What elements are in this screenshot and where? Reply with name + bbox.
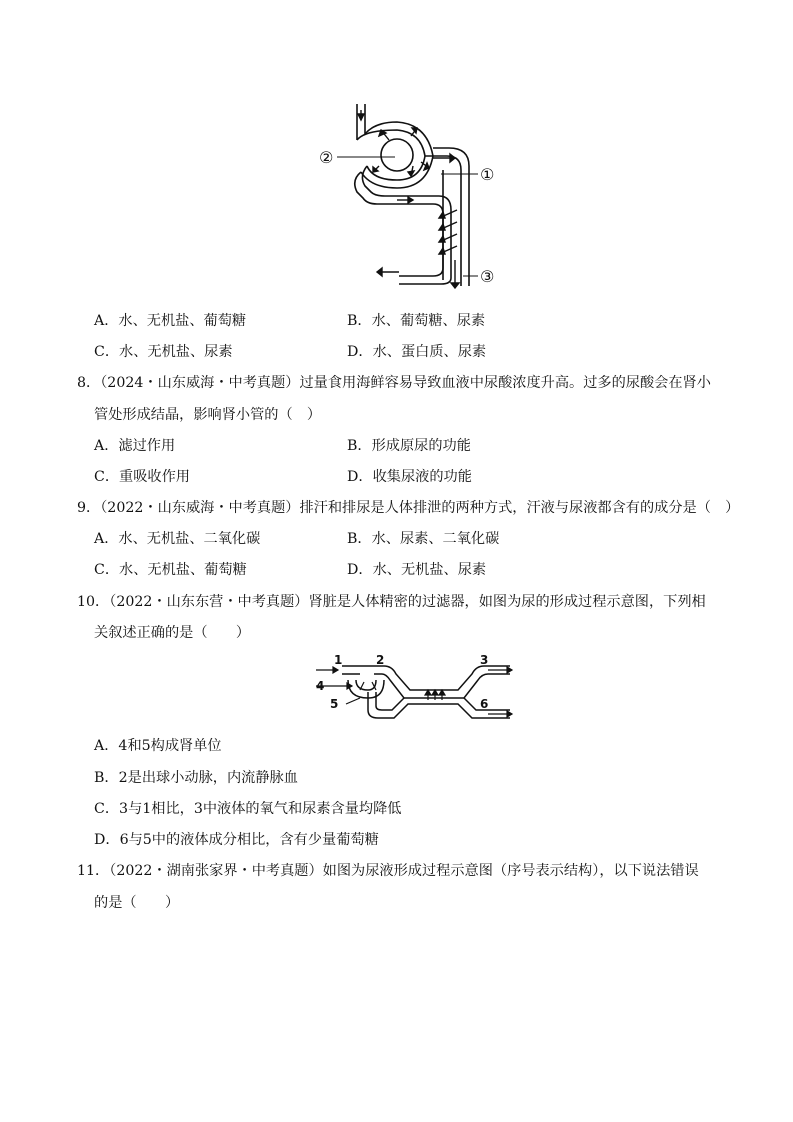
- q8-option-a: A．滤过作用: [94, 438, 176, 454]
- q10-option-c: C．3与1相比，3中液体的氧气和尿素含量均降低: [94, 801, 402, 817]
- q9-option-c: C．水、无机盐、葡萄糖: [94, 562, 247, 578]
- label-3: ③: [480, 267, 495, 286]
- q10-option-a: A．4和5构成肾单位: [94, 738, 222, 754]
- q11-stem-line1: 11．（2022・湖南张家界・中考真题）如图为尿液形成过程示意图（序号表示结构），以下说法错误: [77, 863, 699, 879]
- label-1: ①: [480, 165, 495, 184]
- fig2-label-6: 6: [480, 697, 489, 711]
- label-2: ②: [319, 148, 334, 167]
- q7-option-a: A．水、无机盐、葡萄糖: [94, 313, 247, 329]
- capsule: [348, 680, 384, 698]
- fig2-label-4: 4: [316, 679, 325, 693]
- glomerulus: [381, 139, 413, 171]
- q9-option-d: D．水、无机盐、尿素: [347, 562, 487, 578]
- q7-option-b: B．水、葡萄糖、尿素: [347, 313, 486, 329]
- q9-option-b: B．水、尿素、二氧化碳: [347, 531, 500, 547]
- urine-formation-diagram: [312, 652, 522, 724]
- tube-upper-outer: [342, 666, 510, 690]
- q10-stem-line1: 10．（2022・山东东营・中考真题）肾脏是人体精密的过滤器，如图为尿的形成过程示意图，下列相: [77, 594, 706, 610]
- fig2-label-1: 1: [334, 653, 343, 667]
- q10-option-b: B．2是出球小动脉，内流静脉血: [94, 770, 298, 786]
- q7-option-c: C．水、无机盐、尿素: [94, 344, 233, 360]
- q8-stem-line2: 管处形成结晶，影响肾小管的（ ）: [94, 407, 322, 423]
- q8-stem-line1: 8．（2024・山东威海・中考真题）过量食用海鲜容易导致血液中尿酸浓度升高。过多的尿酸会在肾小: [77, 375, 711, 391]
- fig2-label-5: 5: [330, 697, 339, 711]
- q10-option-d: D．6与5中的液体成分相比，含有少量葡萄糖: [94, 832, 379, 848]
- q8-option-b: B．形成原尿的功能: [347, 438, 471, 454]
- q9-stem-line1: 9．（2022・山东威海・中考真题）排汗和排尿是人体排泄的两种方式，汗液与尿液都含有的成分是（ ）: [77, 500, 740, 516]
- q8-option-c: C．重吸收作用: [94, 469, 190, 485]
- q11-stem-line2: 的是（ ）: [94, 895, 180, 911]
- fig2-label-2: 2: [376, 653, 385, 667]
- q8-option-d: D．收集尿液的功能: [347, 469, 472, 485]
- q10-stem-line2: 关叙述正确的是（ ）: [94, 625, 251, 641]
- q7-option-d: D．水、蛋白质、尿素: [347, 344, 487, 360]
- fig2-label-3: 3: [480, 653, 489, 667]
- nephron-diagram: [315, 100, 505, 292]
- q9-option-a: A．水、无机盐、二氧化碳: [94, 531, 261, 547]
